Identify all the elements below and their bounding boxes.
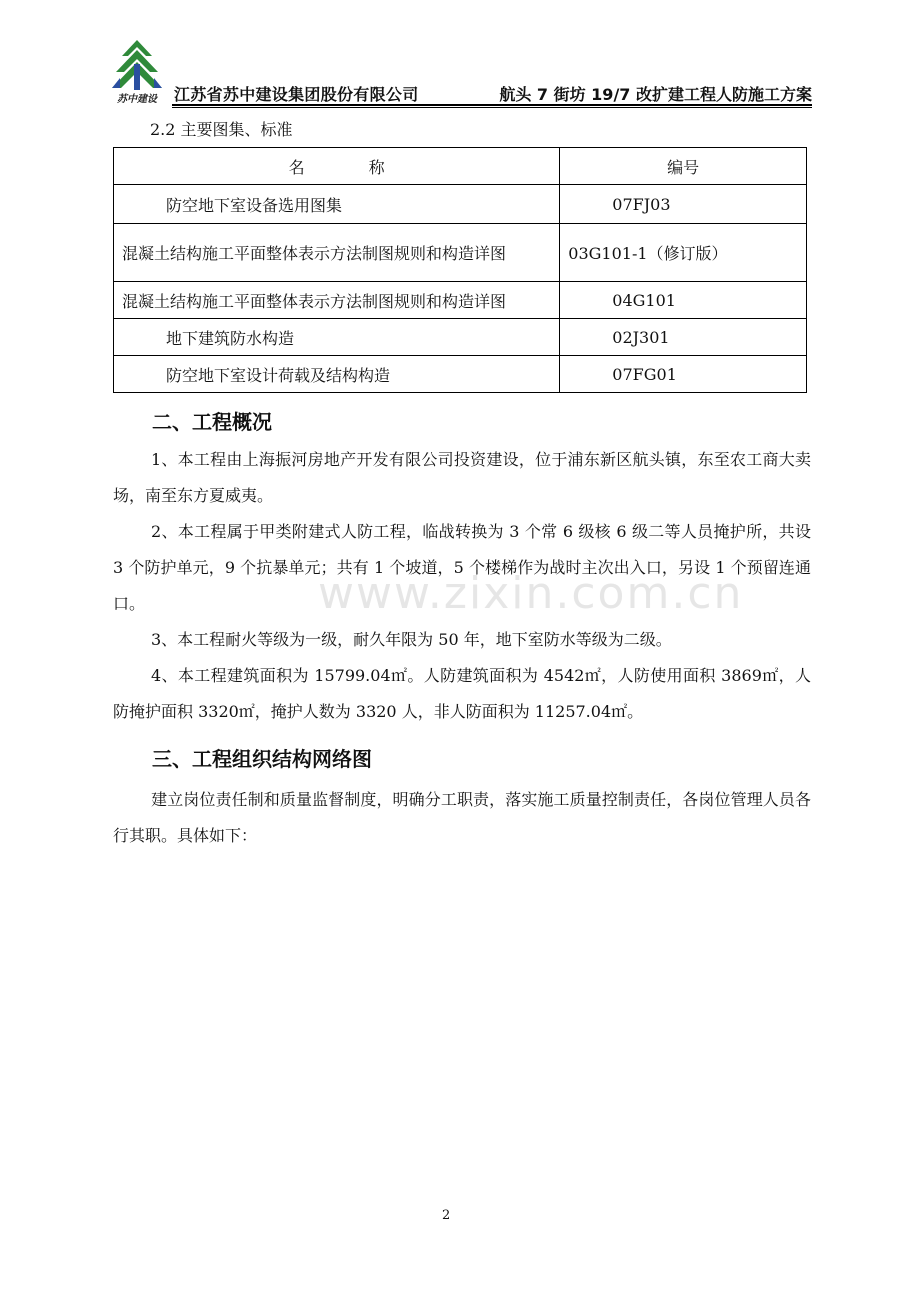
standard-code: 04G101 <box>560 282 807 319</box>
paragraph: 建立岗位责任制和质量监督制度，明确分工职责，落实施工质量控制责任，各岗位管理人员各行其职。具体如下： <box>113 790 811 845</box>
paragraph: 3、本工程耐火等级为一级，耐久年限为 50 年，地下室防水等级为二级。 <box>151 630 672 649</box>
page-header <box>106 32 812 108</box>
section-3-heading: 三、工程组织结构网络图 <box>152 747 372 771</box>
logo-icon <box>106 34 168 106</box>
column-header-name: 名 称 <box>114 148 560 185</box>
paragraph: 4、本工程建筑面积为 15799.04㎡。人防建筑面积为 4542㎡，人防使用面积 3869㎡，人防掩护面积 3320㎡，掩护人数为 3320 人，非人防面积为 11257.04㎡。 <box>113 666 811 721</box>
standard-name: 混凝土结构施工平面整体表示方法制图规则和构造详图 <box>114 224 560 282</box>
paragraph: 1、本工程由上海振河房地产开发有限公司投资建设，位于浦东新区航头镇，东至农工商大卖场，南至东方夏威夷。 <box>113 450 811 505</box>
table-row <box>114 224 807 282</box>
table-row <box>114 356 807 393</box>
standards-table <box>113 147 807 393</box>
table-row <box>114 185 807 224</box>
standard-name: 防空地下室设计荷载及结构构造 <box>114 356 560 393</box>
section-2-2-label: 2.2 主要图集、标准 <box>150 120 293 139</box>
svg-text:苏中建设: 苏中建设 <box>117 94 157 105</box>
header-rule-thick <box>172 104 812 106</box>
table-row <box>114 319 807 356</box>
company-logo <box>106 34 168 106</box>
table-header-row <box>114 148 807 185</box>
standard-name: 地下建筑防水构造 <box>114 319 560 356</box>
table-row <box>114 282 807 319</box>
column-header-code: 编号 <box>560 148 807 185</box>
document-title: 航头 7 街坊 19/7 改扩建工程人防施工方案 <box>499 85 812 104</box>
header-rule-thin <box>172 107 812 108</box>
standard-code: 03G101-1（修订版） <box>560 224 807 282</box>
section-2-heading: 二、工程概况 <box>152 410 272 434</box>
paragraph: 2、本工程属于甲类附建式人防工程，临战转换为 3 个常 6 级核 6 级二等人员掩护所，共设 3 个防护单元，9 个抗暴单元；共有 1 个坡道，5 个楼梯作为战时主次出入口，另设 1 个预留连通口。 <box>113 522 811 613</box>
page-number: 2 <box>442 1208 451 1223</box>
standard-code: 02J301 <box>560 319 807 356</box>
standard-name: 混凝土结构施工平面整体表示方法制图规则和构造详图 <box>114 282 560 319</box>
standard-name: 防空地下室设备选用图集 <box>114 185 560 224</box>
company-name: 江苏省苏中建设集团股份有限公司 <box>174 85 419 104</box>
standard-code: 07FG01 <box>560 356 807 393</box>
watermark: www.zixin.com.cn <box>318 568 744 619</box>
standard-code: 07FJ03 <box>560 185 807 224</box>
